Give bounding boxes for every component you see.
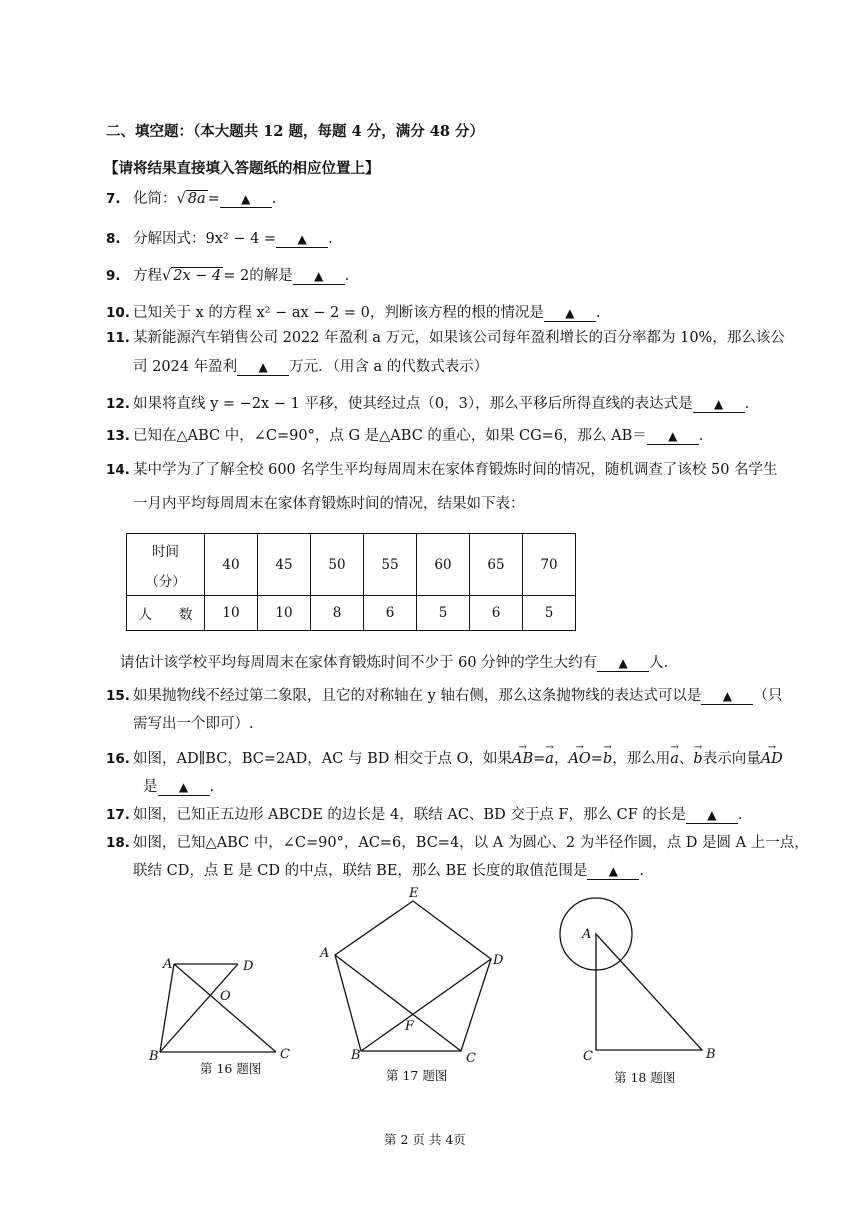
table-cell: 60	[417, 534, 470, 596]
figure-16	[140, 948, 300, 1068]
answer-blank[interactable]: ▲	[686, 807, 738, 824]
label-d: D	[243, 959, 254, 974]
question-16-line2: 是 ▲ .	[143, 779, 215, 795]
answer-blank[interactable]: ▲	[293, 268, 345, 285]
label-o: O	[220, 989, 231, 1004]
table-cell: 50	[311, 534, 364, 596]
figure-18	[555, 890, 735, 1070]
question-11: 11. 某新能源汽车销售公司 2022 年盈利 a 万元，如果该公司每年盈利增长的百分率都为 10%，那么该公	[106, 330, 785, 346]
page-footer: 第 2 页 共 4页	[384, 1132, 466, 1147]
question-15: 15. 如果抛物线不经过第二象限，且它的对称轴在 y 轴右侧，那么这条抛物线的表达式可以是 ▲ （只	[106, 688, 783, 704]
label-a: A	[320, 946, 330, 961]
question-9: 9. 方程√ 2x − 4 = 2的解是 ▲ .	[106, 268, 350, 284]
radical: 8a	[187, 191, 206, 207]
label-b: B	[706, 1047, 716, 1062]
table-cell: 6	[364, 596, 417, 631]
table-header-count: 人 数	[127, 596, 205, 631]
label-e: E	[409, 886, 419, 901]
table-cell: 65	[470, 534, 523, 596]
section-title: 二、填空题：（本大题共 12 题，每题 4 分，满分 48 分）	[106, 123, 484, 140]
answer-blank[interactable]: ▲	[276, 231, 328, 248]
label-d: D	[493, 953, 504, 968]
table-cell: 45	[258, 534, 311, 596]
label-c: C	[280, 1047, 290, 1062]
answer-blank[interactable]: ▲	[701, 688, 753, 705]
answer-blank[interactable]: ▲	[597, 655, 649, 672]
label-f: F	[405, 1019, 415, 1034]
figure-17	[315, 885, 515, 1065]
segment-ac	[335, 955, 461, 1051]
question-17: 17. 如图，已知正五边形 ABCDE 的边长是 4，联结 AC、BD 交于点 F，那么 CF 的长是 ▲ .	[106, 807, 743, 823]
answer-blank[interactable]: ▲	[587, 863, 639, 880]
question-8: 8. 分解因式：9x² − 4 = ▲ .	[106, 231, 333, 247]
table-row	[127, 596, 576, 631]
label-a: A	[582, 927, 592, 942]
vector-b: → b	[693, 749, 702, 769]
table-cell: 5	[417, 596, 470, 631]
table-header-time: 时间 （分）	[127, 534, 205, 596]
answer-blank[interactable]: ▲	[237, 359, 289, 376]
vector-ad: → AD	[761, 749, 783, 769]
table-cell: 10	[205, 596, 258, 631]
question-10: 10. 已知关于 x 的方程 x² − ax − 2 = 0，判断该方程的根的情况是 ▲ .	[106, 305, 601, 321]
table-row	[127, 534, 576, 596]
table-cell: 5	[523, 596, 576, 631]
figure-17-caption: 第 17 题图	[386, 1068, 448, 1083]
segment-ac	[174, 964, 276, 1052]
table-cell: 10	[258, 596, 311, 631]
figure-16-caption: 第 16 题图	[200, 1061, 262, 1076]
question-11-line2: 司 2024 年盈利 ▲ 万元．（用含 a 的代数式表示）	[133, 359, 489, 375]
vector-ab: → AB	[512, 749, 533, 769]
question-13: 13. 已知在△ABC 中，∠C=90°，点 G 是△ABC 的重心，如果 CG=6，那么 AB＝ ▲ .	[106, 428, 704, 444]
table-cell: 40	[205, 534, 258, 596]
vector-a: → a	[545, 749, 554, 769]
segment-bd	[361, 959, 491, 1051]
table-cell: 6	[470, 596, 523, 631]
figure-18-caption: 第 18 题图	[614, 1070, 676, 1085]
answer-blank[interactable]: ▲	[158, 779, 210, 796]
data-table	[126, 533, 576, 631]
radical: 2x − 4	[173, 268, 222, 284]
table-cell: 55	[364, 534, 417, 596]
vector-ao: → AO	[568, 749, 590, 769]
answer-blank[interactable]: ▲	[544, 305, 596, 322]
table-cell: 70	[523, 534, 576, 596]
question-18-line2: 联结 CD，点 E 是 CD 的中点，联结 BE，那么 BE 长度的取值范围是 ▲ .	[133, 863, 644, 879]
section-instruction: 【请将结果直接填入答题纸的相应位置上】	[104, 160, 380, 177]
question-14-line2: 一月内平均每周周末在家体育锻炼时间的情况，结果如下表：	[133, 496, 525, 512]
answer-blank[interactable]: ▲	[220, 191, 272, 208]
label-a: A	[163, 957, 173, 972]
question-16: 16. 如图，AD∥BC，BC=2AD，AC 与 BD 相交于点 O，如果→ AB=→ a，→ AO=→ b，那么用→ a、→ b表示向量→ AD	[106, 749, 783, 769]
question-12: 12. 如果将直线 y = −2x − 1 平移，使其经过点（0，3），那么平移后所得直线的表达式是 ▲ .	[106, 396, 750, 412]
vector-a: → a	[670, 749, 679, 769]
question-14: 14. 某中学为了了解全校 600 名学生平均每周周末在家体育锻炼时间的情况，随机调查了该校 50 名学生	[106, 462, 778, 478]
answer-blank[interactable]: ▲	[647, 428, 699, 445]
table-cell: 8	[311, 596, 364, 631]
question-7: 7. 化简：√ 8a = ▲ .	[106, 191, 277, 207]
answer-blank[interactable]: ▲	[693, 396, 745, 413]
label-b: B	[351, 1048, 361, 1063]
question-15-line2: 需写出一个即可）.	[133, 716, 254, 732]
question-18: 18. 如图，已知△ABC 中，∠C=90°，AC=6，BC=4，以 A 为圆心、2 为半径作圆，点 D 是圆 A 上一点，	[106, 835, 809, 851]
label-c: C	[466, 1051, 476, 1065]
label-c: C	[583, 1049, 593, 1064]
label-b: B	[149, 1049, 159, 1064]
triangle-abc	[596, 934, 702, 1050]
question-14-prompt: 请估计该学校平均每周周末在家体育锻炼时间不少于 60 分钟的学生大约有 ▲ 人.	[120, 655, 669, 671]
vector-b: → b	[603, 749, 612, 769]
